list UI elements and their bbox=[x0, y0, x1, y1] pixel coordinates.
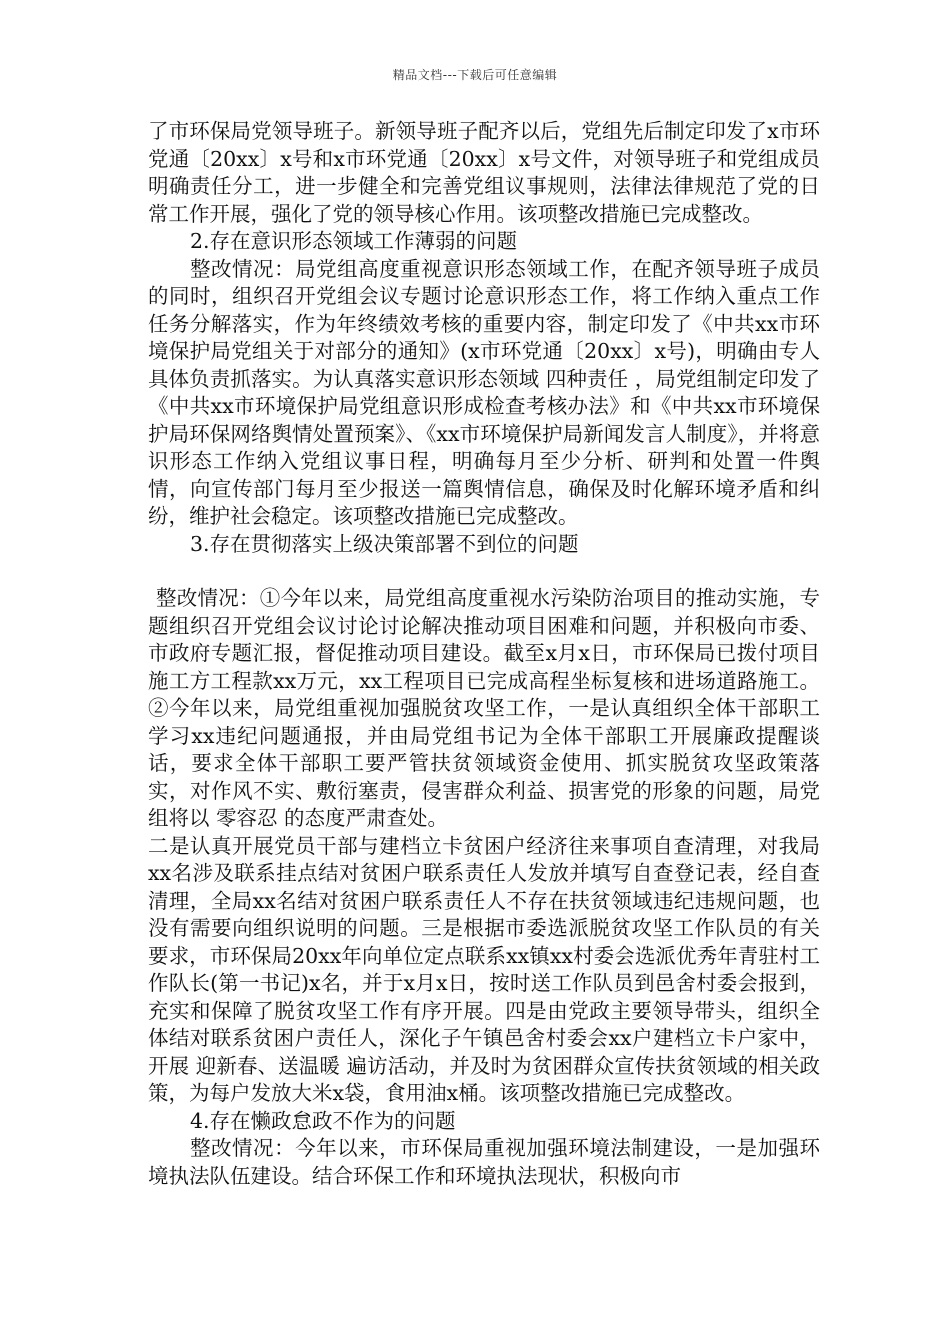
paragraph: 二是认真开展党员干部与建档立卡贫困户经济往来事项自查清理，对我局xx名涉及联系挂点结对贫困户联系责任人发放并填写自查登记表，经自查清理，全局xx名结对贫困户联系责任人不存在扶贫领域违纪违规问题，也没有需要向组织说明的问题。三是根据市委选派脱贫攻坚工作队员的有关要求，市环保局20xx年向单位定点联系xx镇xx村委会选派优秀年青驻村工作队长(第一书记)x名，并于x月x日，按时送工作队员到邑舍村委会报到，充实和保障了脱贫攻坚工作有序开展。四是由党政主要领导带头，组织全体结对联系贫困户责任人，深化子午镇邑舍村委会xx户建档立卡户家中，开展 迎新春、送温暖 遍访活动，并及时为贫困群众宣传扶贫领域的相关政策，为每户发放大米x袋，食用油x桶。该项整改措施已完成整改。 bbox=[148, 833, 820, 1105]
blank-line bbox=[148, 558, 820, 585]
paragraph: 整改情况：①今年以来，局党组高度重视水污染防治项目的推动实施，专题组织召开党组会议讨论讨论解决推动项目困难和问题，并积极向市委、市政府专题汇报，督促推动项目建设。截至x月x日，市环保局已拨付项目施工方工程款xx万元，xx工程项目已完成高程坐标复核和进场道路施工。②今年以来，局党组重视加强脱贫攻坚工作，一是认真组织全体干部职工学习xx违纪问题通报，并由局党组书记为全体干部职工开展廉政提醒谈话，要求全体干部职工要严管扶贫领域资金使用、抓实脱贫攻坚政策落实，对作风不实、敷衍塞责，侵害群众利益、损害党的形象的问题，局党组将以 零容忍 的态度严肃查处。 bbox=[148, 586, 820, 830]
section-heading: 2.存在意识形态领域工作薄弱的问题 bbox=[190, 229, 518, 253]
paragraph: 整改情况：局党组高度重视意识形态领域工作，在配齐领导班子成员的同时，组织召开党组会议专题讨论意识形态工作，将工作纳入重点工作任务分解落实，作为年终绩效考核的重要内容，制定印发了《中共xx市环境保护局党组关于对部分的通知》(x市环党通〔20xx〕x号)，明确由专人具体负责抓落实。为认真落实意识形态领域 四种责任 ，局党组制定印发了《中共xx市环境保护局党组意识形成检查考核办法》和《中共xx市环境保护局环保网络舆情处置预案》、《xx市环境保护局新闻发言人制度》，并将意识形态工作纳入党组议事日程，明确每月至少分析、研判和处置一件舆情，向宣传部门每月至少报送一篇舆情信息，确保及时化解环境矛盾和纠纷，维护社会稳定。该项整改措施已完成整改。 bbox=[148, 256, 820, 528]
page-header: 精品文档---下载后可任意编辑 bbox=[392, 68, 558, 82]
section-heading: 3.存在贯彻落实上级决策部署不到位的问题 bbox=[190, 531, 579, 556]
section-heading: 4.存在懒政怠政不作为的问题 bbox=[190, 1108, 456, 1133]
paragraph: 整改情况：今年以来，市环保局重视加强环境法制建设，一是加强环境执法队伍建设。结合环保工作和环境执法现状，积极向市 bbox=[148, 1136, 820, 1188]
paragraph: 了市环保局党领导班子。新领导班子配齐以后，党组先后制定印发了x市环党通〔20xx〕x号和x市环党通〔20xx〕x号文件，对领导班子和党组成员明确责任分工，进一步健全和完善党组议事规则，法律法律规范了党的日常工作开展，强化了党的领导核心作用。该项整改措施已完成整改。 bbox=[148, 119, 820, 226]
document-body bbox=[148, 118, 820, 1190]
